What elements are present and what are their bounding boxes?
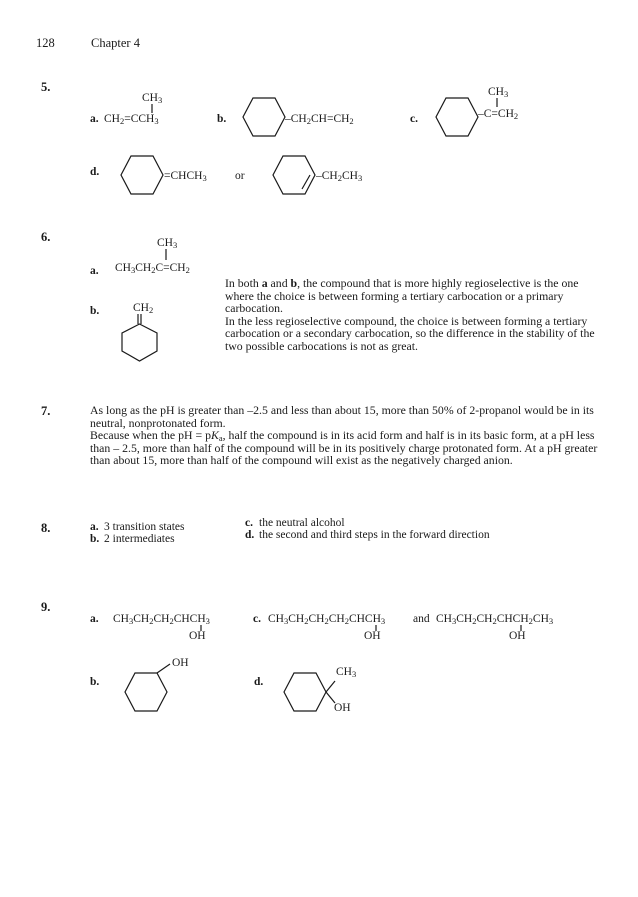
p6a-letter: a. (90, 265, 99, 277)
p5c-substituent: $-C=CH_2$ (478, 108, 519, 121)
p5d-substituent2: $-CH_2CH_3$ (316, 170, 363, 183)
problem-8-number: 8. (41, 521, 51, 535)
p5b-substituent: $-CH_2CH=CH_2$ (285, 113, 354, 126)
p9d-ch3: $CH_3$ (336, 666, 357, 679)
problem-5-number: 5. (41, 80, 51, 94)
p8d-letter: d. (245, 529, 255, 541)
p5a-formula: $CH_2=CCH_3$ (104, 113, 159, 126)
p9c-letter: c. (253, 613, 261, 625)
chapter-title: Chapter 4 (91, 36, 140, 50)
p9b-cyclohexanol (124, 672, 184, 712)
p5c-letter: c. (410, 113, 418, 125)
p8b-text: 2 intermediates (104, 533, 175, 545)
p8c-letter: c. (245, 517, 253, 529)
p9c-and: and (413, 613, 430, 625)
p8c-text: the neutral alcohol (259, 517, 345, 529)
p5d-or: or (235, 170, 245, 182)
p9b-letter: b. (90, 676, 100, 688)
p9a-oh: OH (189, 630, 206, 642)
p5b-cyclohexane (242, 97, 286, 137)
p9c-oh: OH (364, 630, 381, 642)
p5d-substituent: $=CHCH_3$ (164, 170, 207, 183)
p6-explanation (225, 277, 603, 353)
p6a-bond (164, 249, 168, 261)
p5d-letter: d. (90, 166, 100, 178)
p5b-letter: b. (217, 113, 227, 125)
p8a-letter: a. (90, 521, 99, 533)
p5d-cyclohexane (120, 155, 164, 195)
p5c-cyclohexane (435, 97, 479, 137)
p9c-formula: $CH_3CH_2CH_2CH_2CHCH_3$ (268, 613, 386, 626)
p9a-letter: a. (90, 613, 99, 625)
p9d-letter: d. (254, 676, 264, 688)
p7-answer-para-1: As long as the pH is greater than –2.5 and less than about 15, more than 50% of 2-propanol would be in its neutral, nonprotonated form. (90, 403, 594, 430)
p7-answer-para-2: Because when the pH = $pK_a$, half the compound is in its acid form and half is in its basic form, at a pH less than – 2.5, more than half of the compound will be in its positively charge protonated form. At a pH greater than about 15, more than half of the compound will exist as the negatively charged anion. (90, 428, 598, 468)
p9c-formula2: $CH_3CH_2CH_2CHCH_2CH_3$ (436, 613, 554, 626)
page-number: 128 (36, 36, 55, 50)
p7-answer (90, 404, 602, 467)
p6-explanation-para-1: In both a and b, the compound that is more highly regioselective is the one where the choice is between forming a tertiary carbocation or a primary carbocation. (225, 276, 579, 316)
p9c-oh2: OH (509, 630, 526, 642)
p6a-formula: $CH_3CH_2C=CH_2$ (115, 262, 190, 275)
p5a-letter: a. (90, 113, 99, 125)
problem-6-number: 6. (41, 230, 51, 244)
p5c-bond (495, 98, 499, 108)
p6b-methylenecyclohexane (118, 314, 162, 364)
p8d-text: the second and third steps in the forward direction (259, 529, 490, 541)
p9d-oh: OH (334, 702, 351, 714)
p9a-formula: $CH_3CH_2CH_2CHCH_3$ (113, 613, 210, 626)
p8b-letter: b. (90, 533, 100, 545)
p6b-letter: b. (90, 305, 100, 317)
p9b-oh: OH (172, 657, 189, 669)
p8a-text: 3 transition states (104, 521, 185, 533)
p5c-ch3: $CH_3$ (488, 86, 509, 99)
problem-7-number: 7. (41, 404, 51, 418)
p6a-ch3: $CH_3$ (157, 237, 178, 250)
p5a-ch3: $CH_3$ (142, 92, 163, 105)
problem-9-number: 9. (41, 600, 51, 614)
p6-explanation-para-2: In the less regioselective compound, the choice is between forming a tertiary carbocation or a secondary carbocation, so the difference in the stability of the two possible carbocations is not as great. (225, 313, 595, 353)
p5d-cyclohexene (272, 155, 316, 195)
p6b-ch2: $CH_2$ (133, 302, 154, 315)
